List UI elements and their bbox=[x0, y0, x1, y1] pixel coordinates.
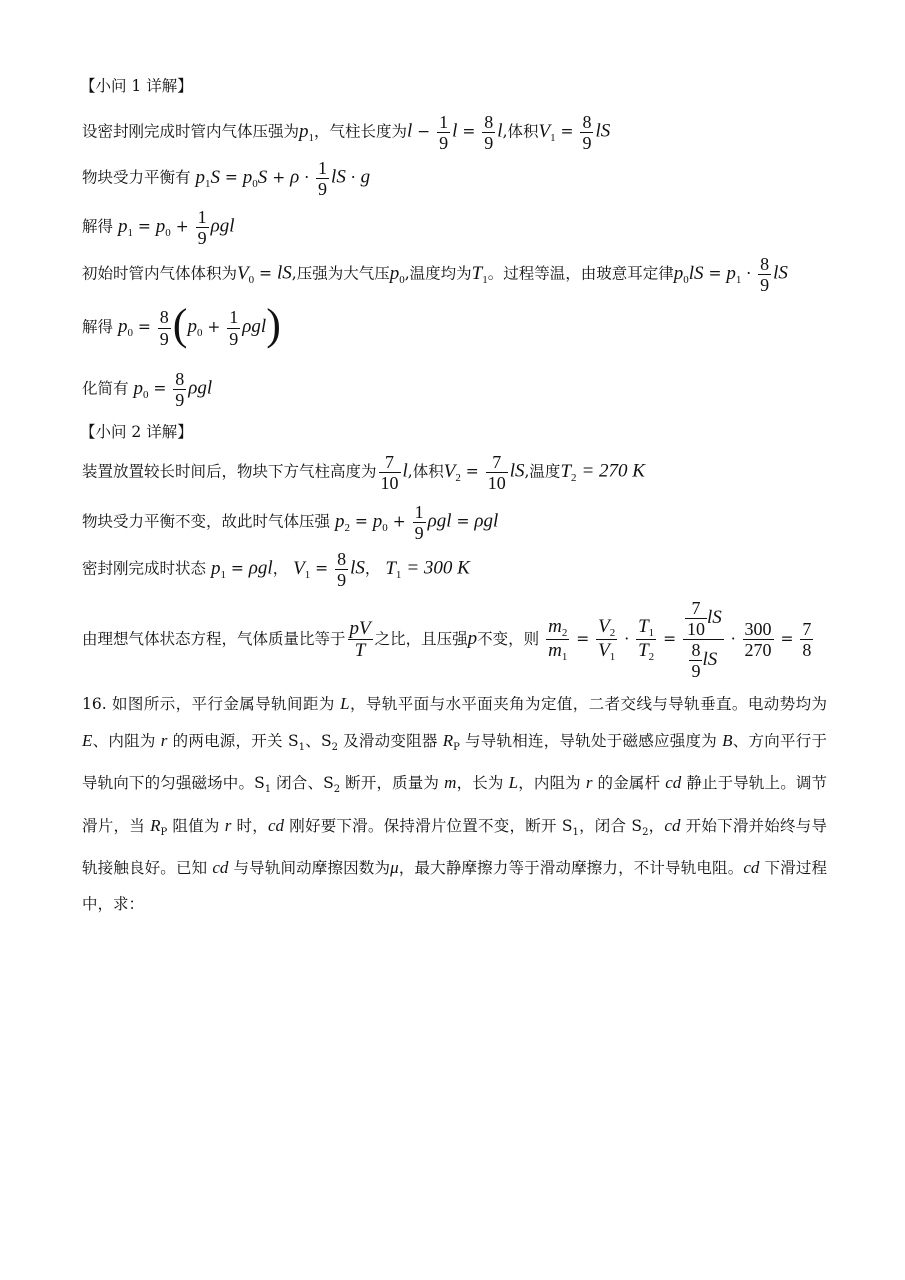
section1-line6: 化简有 $p_0$ = $\frac{8}{9}$ ρgl bbox=[82, 369, 213, 411]
section2-line3: 密封刚完成时状态 $p_1 = \rho gl$， $V_1$ = $\frac{8}{9}$ lS， $T_1 = 300$ K bbox=[82, 549, 470, 591]
section1-line4: 初始时管内气体体积为$V_0$ = lS,压强为大气压$p_0$,温度均为$T_1$。过程等温，由玻意耳定律$p_0lS = p_1$ · $\frac{8}{9}$ lS bbox=[82, 254, 788, 296]
section1-heading: 【小问 1 详解】 bbox=[80, 77, 193, 95]
section2-line2: 物块受力平衡不变，故此时气体压强 $p_2 = p_0$ + $\frac{1}{9}$ ρgl = ρgl bbox=[82, 502, 499, 544]
section2-line4: 由理想气体状态方程，气体质量比等于 $\frac{pV}{T}$ 之比，且压强p不变，则 $\frac{m_2}{m_1}$ = $\frac{V_2}{V_1}$ · $\frac{T_1}{T_2}$ = $\frac{7}{10}$ lS $\frac{8}{9}$ lS · $\frac{300}{270}$ = $\frac{7}{8}$ bbox=[82, 598, 812, 682]
section1-line2: 物块受力平衡有 $p_1S = p_0S + \rho$ · $\frac{1}{9}$ lS · g bbox=[82, 158, 371, 200]
section1-line5: 解得 $p_0$ = $\frac{8}{9}$ ($p_0$ + $\frac{1}{9}$ ρgl) bbox=[82, 300, 281, 349]
section2-heading: 【小问 2 详解】 bbox=[80, 423, 193, 441]
problem-16-text: 16. 如图所示，平行金属导轨间距为 L，导轨平面与水平面夹角为定值，二者交线与导轨垂直。电动势均为 E、内阻为 r 的两电源，开关 $S_1$、$S_2$ 及滑动变阻器 $R_P$ 与导轨相连，导轨处于磁感应强度为 B、方向平行于导轨向下的匀强磁场中。$S_1$ 闭合、$S_2$ 断开，质量为 m，长为 L，内阻为 r 的金属杆 cd 静止于导轨上。调节滑片，当 $R_P$ 阻值为 r 时，cd 刚好要下滑。保持滑片位置不变，断开 $S_1$，闭合 $S_2$，cd 开始下滑并始终与导轨接触良好。已知 cd 与导轨间动摩擦因数为μ，最大静摩擦力等于滑动摩擦力，不计导轨电阻。cd 下滑过程中，求： bbox=[82, 694, 828, 913]
section1-line3: 解得 $p_1 = p_0$ + $\frac{1}{9}$ ρgl bbox=[82, 207, 235, 249]
section1-line1: 设密封刚完成时管内气体压强为$p_1$，气柱长度为l − $\frac{1}{9}$ l = $\frac{8}{9}$ l,体积$V_1$ = $\frac{8}{9}$ lS bbox=[82, 112, 611, 154]
section2-line1: 装置放置较长时间后，物块下方气柱高度为 $\frac{7}{10}$ l,体积$V_2$ = $\frac{7}{10}$ lS,温度$T_2 = 270$ K bbox=[82, 452, 645, 494]
